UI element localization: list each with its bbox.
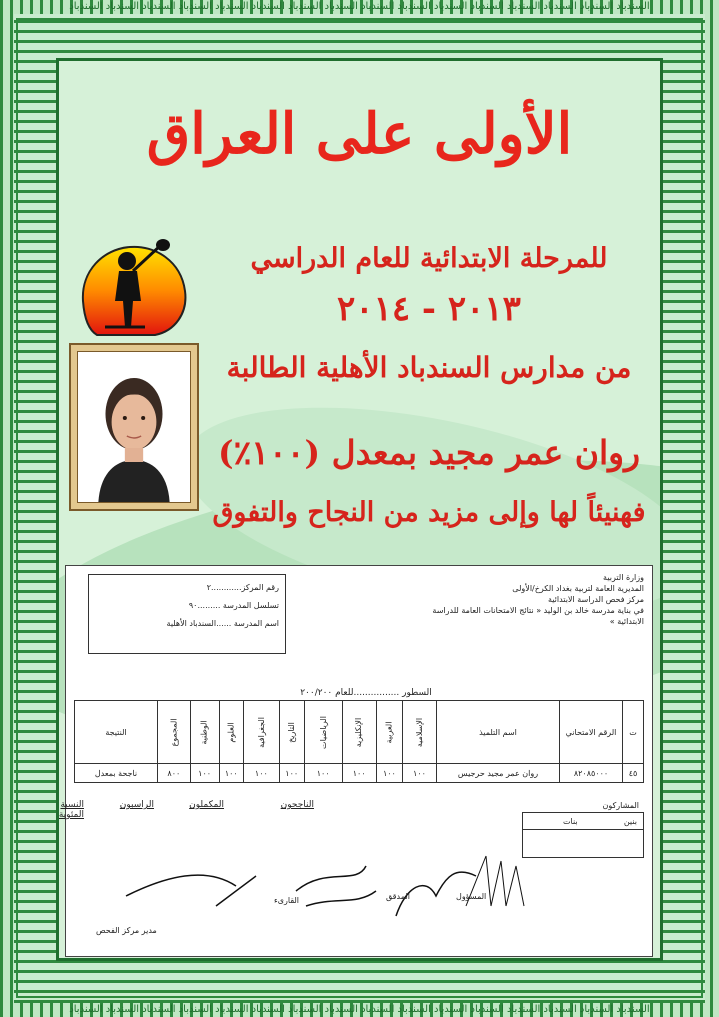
school-serial: تسلسل المدرسة .........٩٠	[188, 601, 279, 610]
table-row	[75, 764, 644, 783]
cell-student-name: روان عمر مجيد حرجيس	[437, 764, 560, 783]
congratulations: فهنيئاً لها وإلى مزيد من النجاح والتفوق	[212, 497, 646, 528]
header-cell: الرياضيات	[304, 701, 342, 764]
poster-panel	[56, 58, 663, 961]
document-header	[404, 572, 644, 627]
responsible-signature-label: المسؤول	[456, 892, 487, 901]
reader-signature-label: القارىء	[274, 896, 300, 905]
cell-exam-number: ٨٢٠٨٥٠٠٠	[560, 764, 623, 783]
exam-center: مركز فحص الدراسة الابتدائية	[547, 595, 644, 604]
complementary-label: المكملون	[189, 800, 224, 810]
center-number: رقم المركز............٢	[206, 583, 279, 592]
checker-signature-label: المدقق	[386, 892, 410, 901]
percent-label: النسبة المئوية	[58, 800, 84, 820]
header-cell: العربية	[376, 701, 402, 764]
school-building: في بناية مدرسة خالد بن الوليد « نتائج الامتحانات العامة للدراسة الابتدائية »	[432, 606, 644, 626]
cell-serial: ٤٥	[623, 764, 644, 783]
exam-center-director: مدير مركز الفحص	[96, 926, 157, 935]
header-cell: ت	[623, 701, 644, 764]
cell-result: ناجحة بمعدل	[75, 764, 158, 783]
cell-grade: ١٠٠	[190, 764, 219, 783]
headline: الأولى على العراق	[146, 101, 573, 167]
cell-grade: ١٠٠	[279, 764, 304, 783]
student-photo	[77, 351, 191, 503]
signatures	[106, 836, 546, 926]
school-line: من مدارس السندباد الأهلية الطالبة	[226, 351, 632, 384]
cell-grade: ١٠٠	[219, 764, 244, 783]
failed-label: الراسبون	[119, 800, 154, 810]
girls-label: بنات	[563, 817, 578, 826]
stage-line: للمرحلة الابتدائية للعام الدراسي	[250, 243, 608, 274]
header-cell: الوطنية	[190, 701, 219, 764]
cell-grade: ١٠٠	[376, 764, 402, 783]
cell-grade: ١٠٠	[244, 764, 280, 783]
header-cell: الإنكليزية	[342, 701, 376, 764]
header-cell: الإسلامية	[403, 701, 437, 764]
header-cell: المجموع	[158, 701, 191, 764]
year-line: ٢٠١٣ - ٢٠١٤	[337, 289, 521, 329]
header-cell: العلوم	[219, 701, 244, 764]
boys-label: بنين	[623, 817, 637, 826]
directorate: المديرية العامة لتربية بغداد الكرخ/الأولى	[512, 584, 644, 593]
student-photo-frame	[69, 343, 199, 511]
results-document	[58, 565, 653, 957]
header-cell: الرقم الامتحاني	[560, 701, 623, 764]
box-divider	[523, 829, 643, 830]
sindbad-logo	[75, 231, 193, 339]
center-info-box	[88, 574, 286, 654]
border-top-text: السندباد السندباد السندباد السندباد السندباد السندباد السندباد السندباد السندباد السندباد السندباد السندباد السندباد السندباد السندباد السندباد	[69, 1, 650, 12]
ministry: وزارة التربية	[603, 573, 644, 582]
passed-label: الناجحون	[280, 800, 314, 810]
results-table	[74, 700, 644, 783]
header-cell: اسم التلميذ	[437, 701, 560, 764]
school-name: اسم المدرسة ......السندباد الأهلية	[166, 619, 279, 628]
cell-grade: ١٠٠	[403, 764, 437, 783]
table-header-row	[75, 701, 644, 764]
header-cell: التاريخ	[279, 701, 304, 764]
cell-total: ٨٠٠	[158, 764, 191, 783]
header-cell: النتيجة	[75, 701, 158, 764]
header-cell: الجغرافية	[244, 701, 280, 764]
student-portrait	[78, 352, 190, 502]
cell-grade: ١٠٠	[342, 764, 376, 783]
border-bottom-text: السندباد السندباد السندباد السندباد السندباد السندباد السندباد السندباد السندباد السندباد السندباد السندباد السندباد السندباد السندباد السندباد	[69, 1004, 650, 1015]
student-name-score: روان عمر مجيد بمعدل (١٠٠٪)	[217, 433, 641, 472]
cell-grade: ١٠٠	[304, 764, 342, 783]
participants-label: المشاركون	[602, 801, 639, 810]
academic-year-line: السطور ................للعام ٢٠٠/٢٠٠	[300, 688, 432, 698]
